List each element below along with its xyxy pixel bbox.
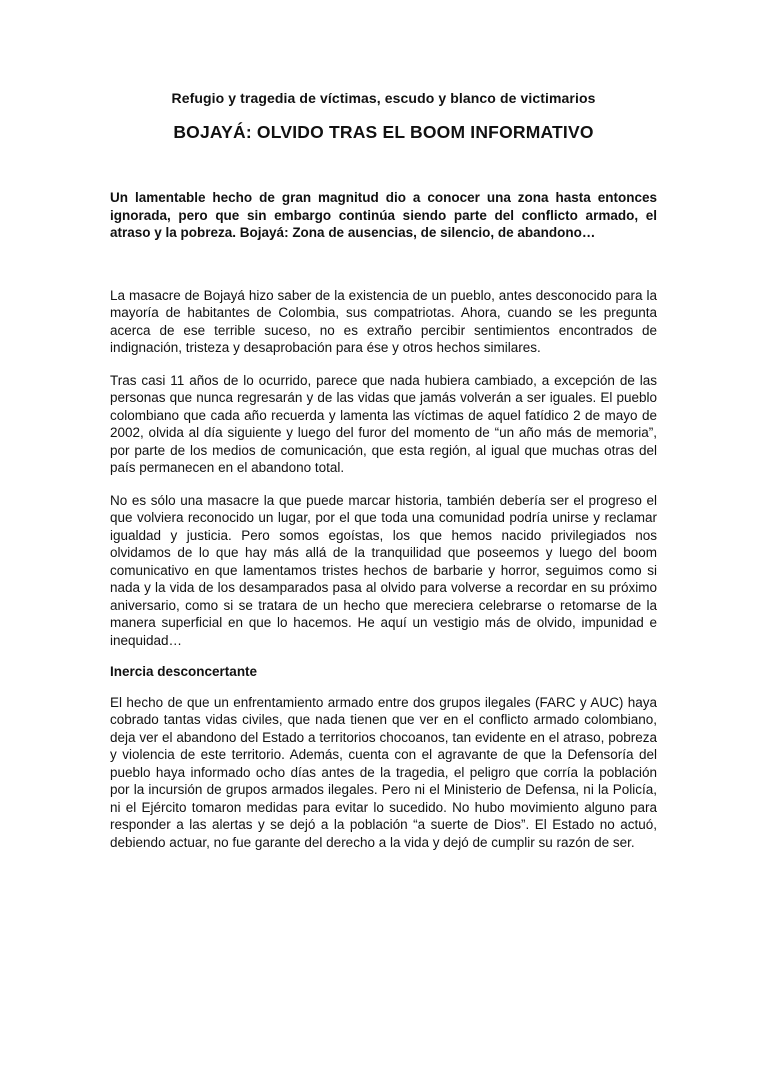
- body-paragraph-2: Tras casi 11 años de lo ocurrido, parece que nada hubiera cambiado, a excepción de las personas que nunca regresarán y de las vidas que jamás volverán a ser iguales. El pueblo colombiano que cada año recuerda y lamenta las víctimas de aquel fatídico 2 de mayo de 2002, olvida al día siguiente y luego del furor del momento de “un año más de memoria”, por parte de los medios de comunicación, que esta región, al igual que muchas otras del país permanecen en el abandono total.: [110, 372, 657, 475]
- lead-paragraph: Un lamentable hecho de gran magnitud dio a conocer una zona hasta entonces ignorada, pero que sin embargo continúa siendo parte del conflicto armado, el atraso y la pobreza. Bojayá: Zona de ausencias, de silencio, de abandono…: [110, 190, 657, 240]
- section-paragraph-1: El hecho de que un enfrentamiento armado entre dos grupos ilegales (FARC y AUC) haya cobrado tantas vidas civiles, que nada tienen que ver en el conflicto armado colombiano, deja ver el abandono del Estado a territorios chocoanos, tan evidente en el atraso, pobreza y violencia de este territorio. Además, cuenta con el agravante de que la Defensoría del pueblo haya informado ocho días antes de la tragedia, el peligro que corría la población por la incursión de grupos armados ilegales. Pero ni el Ministerio de Defensa, ni la Policía, ni el Ejército tomaron medidas para evitar lo sucedido. No hubo movimiento alguno para responder a las alertas y se dejó a la población “a suerte de Dios”. El Estado no actuó, debiendo actuar, no fue garante del derecho a la vida y dejó de cumplir su razón de ser.: [110, 694, 657, 850]
- document-kicker: Refugio y tragedia de víctimas, escudo y blanco de victimarios: [171, 90, 596, 106]
- body-paragraph-1: La masacre de Bojayá hizo saber de la existencia de un pueblo, antes desconocido para la mayoría de habitantes de Colombia, sus compatriotas. Ahora, cuando se les pregunta acerca de ese terrible suceso, no es extraño percibir sentimientos encontrados de indignación, tristeza y desaprobación para ése y otros hechos similares.: [110, 287, 657, 355]
- body-paragraph-3: No es sólo una masacre la que puede marcar historia, también debería ser el progreso el que volviera reconocido un lugar, por el que toda una comunidad podría unirse y reclamar igualdad y justicia. Pero somos egoístas, los que hemos nacido privilegiados nos olvidamos de lo que hay más allá de la tranquilidad que poseemos y luego del boom comunicativo en que lamentamos tristes hechos de barbarie y horror, seguimos como si nada y la vida de los desamparados pasa al olvido para volverse a recordar en su próximo aniversario, como si se tratara de un hecho que mereciera celebrarse o retomarse de la manera superficial en que lo hacemos. He aquí un vestigio más de olvido, impunidad e inequidad…: [110, 492, 657, 648]
- section-heading-inercia-desconcertante: Inercia desconcertante: [110, 664, 258, 679]
- document-title: BOJAYÁ: OLVIDO TRAS EL BOOM INFORMATIVO: [173, 122, 594, 142]
